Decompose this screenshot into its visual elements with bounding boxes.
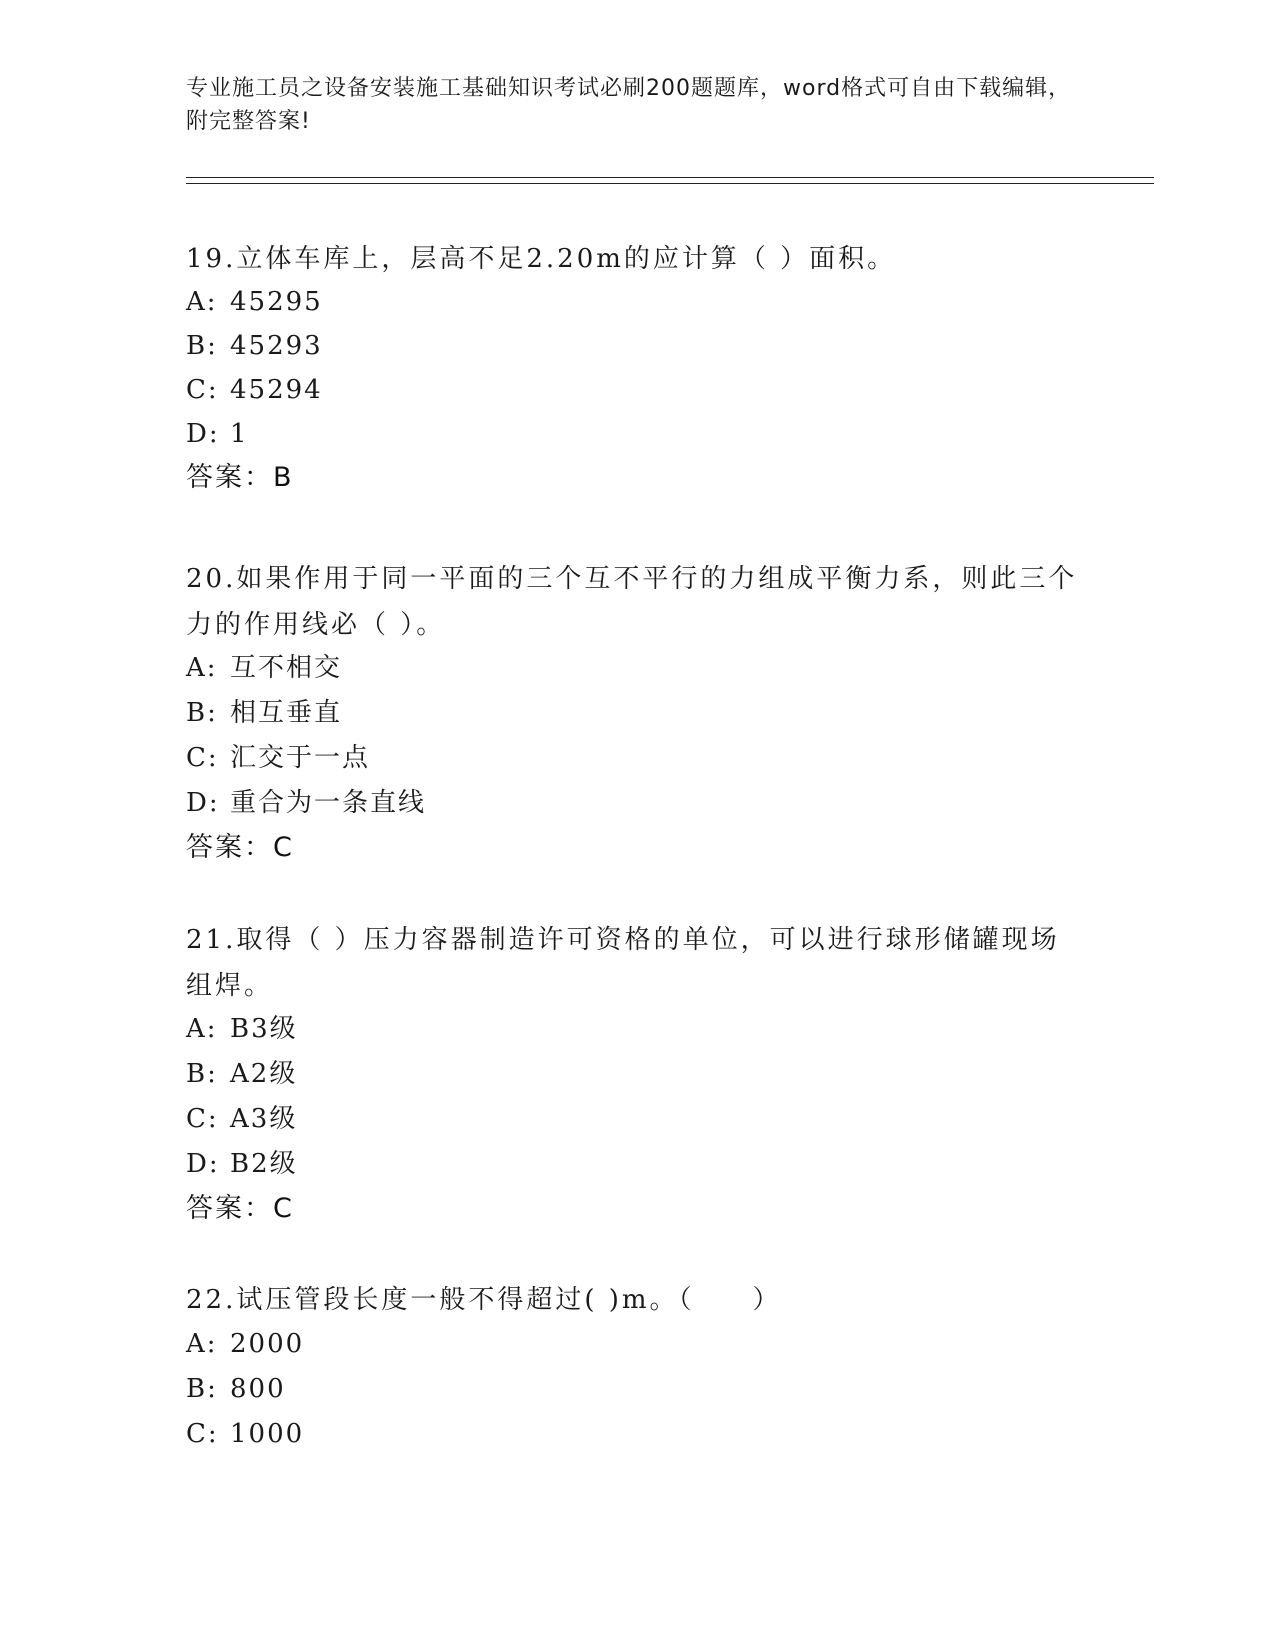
option-letter: A:: [186, 653, 218, 683]
header-rule-bottom: [186, 183, 1154, 184]
question-22-option-c: [186, 1418, 304, 1450]
option-text: 45295: [230, 287, 323, 317]
question-21-option-a: [186, 1013, 298, 1045]
option-letter: B:: [186, 331, 218, 361]
question-20-option-a: [186, 652, 342, 684]
option-text: 1000: [230, 1419, 305, 1449]
question-21-option-d: [186, 1148, 298, 1180]
question-20-option-b: [186, 697, 342, 729]
option-text: 相互垂直: [230, 698, 343, 728]
option-letter: C:: [186, 743, 219, 773]
question-19-option-d: [186, 418, 249, 450]
question-19-option-c: [186, 374, 323, 406]
question-20-stem: 20.如果作用于同一平面的三个互不平行的力组成平衡力系，则此三个力的作用线必（ ）。: [186, 564, 1078, 640]
option-text: 800: [230, 1374, 286, 1404]
document-header: 专业施工员之设备安装施工基础知识考试必刷200题题库，word格式可自由下载编辑，附完整答案!: [186, 76, 1072, 134]
question-21-option-b: [186, 1058, 297, 1090]
option-text: 45294: [230, 375, 323, 405]
option-text: 汇交于一点: [230, 743, 371, 773]
option-letter: C:: [186, 1419, 219, 1449]
option-letter: D:: [186, 419, 220, 449]
question-19-option-a: [186, 286, 323, 318]
option-text: 45293: [230, 331, 323, 361]
option-letter: C:: [186, 375, 219, 405]
option-text: B2级: [230, 1149, 298, 1179]
question-21-stem: 21.取得（ ）压力容器制造许可资格的单位，可以进行球形储罐现场组焊。: [186, 925, 1060, 1001]
option-letter: B:: [186, 1374, 218, 1404]
option-text: A3级: [230, 1104, 298, 1134]
option-letter: B:: [186, 1059, 218, 1089]
option-letter: B:: [186, 698, 218, 728]
option-letter: A:: [186, 287, 218, 317]
question-21-answer: 答案：C: [186, 1193, 294, 1224]
option-letter: D:: [186, 1149, 220, 1179]
option-letter: C:: [186, 1104, 219, 1134]
question-19-answer: 答案：B: [186, 462, 294, 493]
question-20-answer: 答案：C: [186, 832, 294, 863]
option-letter: A:: [186, 1014, 218, 1044]
option-letter: D:: [186, 788, 220, 818]
option-text: B3级: [230, 1014, 298, 1044]
option-text: 互不相交: [230, 653, 343, 683]
question-22-option-b: [186, 1373, 286, 1405]
option-text: 1: [230, 419, 249, 449]
question-22-stem: 22.试压管段长度一般不得超过( )m。（ ）: [186, 1285, 782, 1315]
question-19-option-b: [186, 330, 323, 362]
question-21-option-c: [186, 1103, 297, 1135]
question-19-stem: 19.立体车库上，层高不足2.20m的应计算（ ）面积。: [186, 244, 897, 274]
question-20-option-d: [186, 787, 426, 819]
option-text: 重合为一条直线: [230, 788, 427, 818]
question-22-option-a: [186, 1328, 304, 1360]
option-letter: A:: [186, 1329, 218, 1359]
option-text: 2000: [230, 1329, 305, 1359]
header-rule-top: [186, 177, 1154, 178]
question-20-option-c: [186, 742, 370, 774]
option-text: A2级: [230, 1059, 298, 1089]
